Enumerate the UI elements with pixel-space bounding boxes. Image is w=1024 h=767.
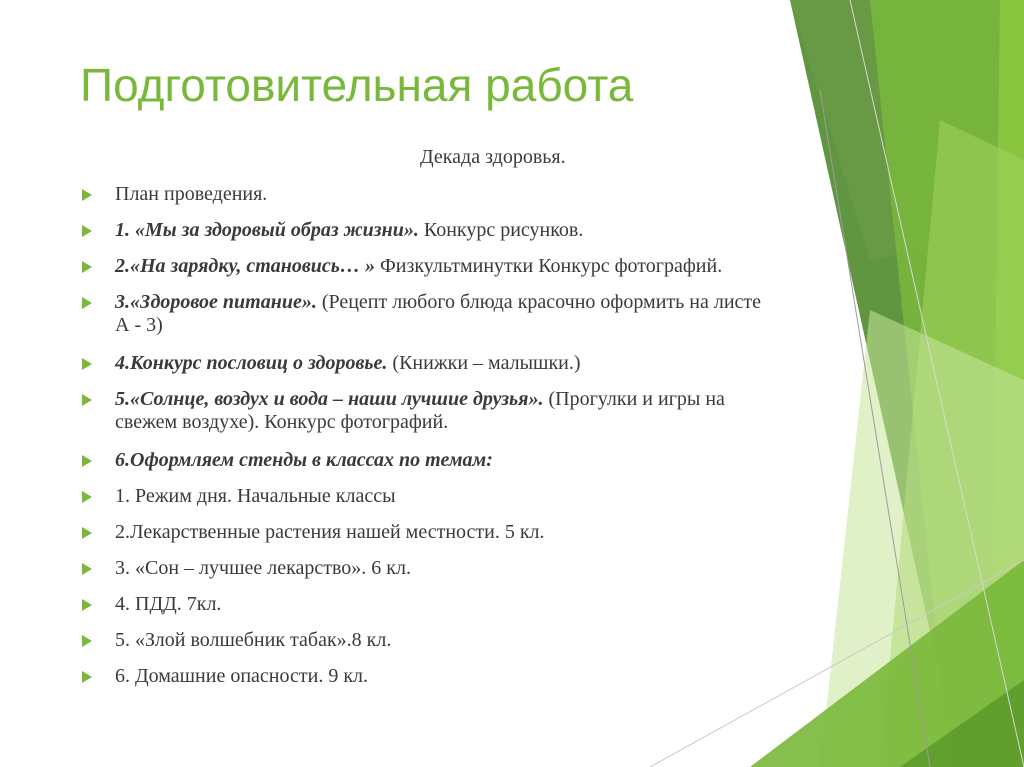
triangle-right-icon [82, 671, 92, 683]
triangle-right-icon [82, 527, 92, 539]
triangle-right-icon [82, 297, 92, 309]
list-item-text: 1. Режим дня. Начальные классы [115, 485, 396, 507]
list-item-text: Физкультминутки Конкурс фотографий. [374, 255, 723, 277]
list-item [82, 449, 912, 472]
list-item-text: (Книжки – малышки.) [387, 352, 581, 374]
list-item-text: 5. «Злой волшебник табак».8 кл. [115, 629, 392, 651]
triangle-right-icon [82, 455, 92, 467]
triangle-right-icon [82, 563, 92, 575]
list-item [82, 183, 912, 206]
list-item [82, 485, 912, 508]
list-item [82, 388, 912, 434]
list-item-emphasis: 6.Оформляем стенды в классах по темам: [115, 449, 493, 471]
list-item-text: План проведения. [115, 183, 268, 205]
list-item [82, 557, 912, 580]
list-item-emphasis: 4.Конкурс пословиц о здоровье. [115, 352, 388, 374]
list-item [82, 521, 912, 544]
list-item-emphasis: 5.«Солнце, воздух и вода – наши лучшие друзья». [115, 388, 544, 410]
list-item [82, 593, 912, 616]
list-item [82, 352, 912, 375]
list-item-text: 2.Лекарственные растения нашей местности. 5 кл. [115, 521, 545, 543]
triangle-right-icon [82, 635, 92, 647]
list-item [82, 291, 912, 337]
list-item [82, 219, 912, 242]
triangle-right-icon [82, 358, 92, 370]
list-item [82, 665, 912, 688]
list-item-text: 6. Домашние опасности. 9 кл. [115, 665, 369, 687]
list-item-text: 4. ПДД. 7кл. [115, 593, 222, 615]
list-item-text: 3. «Сон – лучшее лекарство». 6 кл. [115, 557, 412, 579]
list-item-emphasis: 2.«На зарядку, становись… » [115, 255, 375, 277]
list-item-text: Конкурс рисунков. [418, 219, 584, 241]
slide-title: Подготовительная работа [80, 59, 634, 111]
list-item-text-continued: А - 3) [115, 314, 163, 336]
triangle-right-icon [82, 225, 92, 237]
triangle-right-icon [82, 394, 92, 406]
list-item-text: (Рецепт любого блюда красочно оформить на листе [316, 291, 762, 313]
list-item [82, 629, 912, 652]
triangle-right-icon [82, 491, 92, 503]
triangle-right-icon [82, 599, 92, 611]
list-item-emphasis: 3.«Здоровое питание». [115, 291, 317, 313]
list-item [82, 255, 912, 278]
bullet-list [82, 183, 912, 701]
list-item-text-continued: свежем воздухе). Конкурс фотографий. [115, 411, 449, 433]
slide-subtitle: Декада здоровья. [420, 146, 566, 168]
triangle-right-icon [82, 261, 92, 273]
triangle-right-icon [82, 189, 92, 201]
list-item-emphasis: 1. «Мы за здоровый образ жизни». [115, 219, 419, 241]
list-item-text: (Прогулки и игры на [543, 388, 725, 410]
